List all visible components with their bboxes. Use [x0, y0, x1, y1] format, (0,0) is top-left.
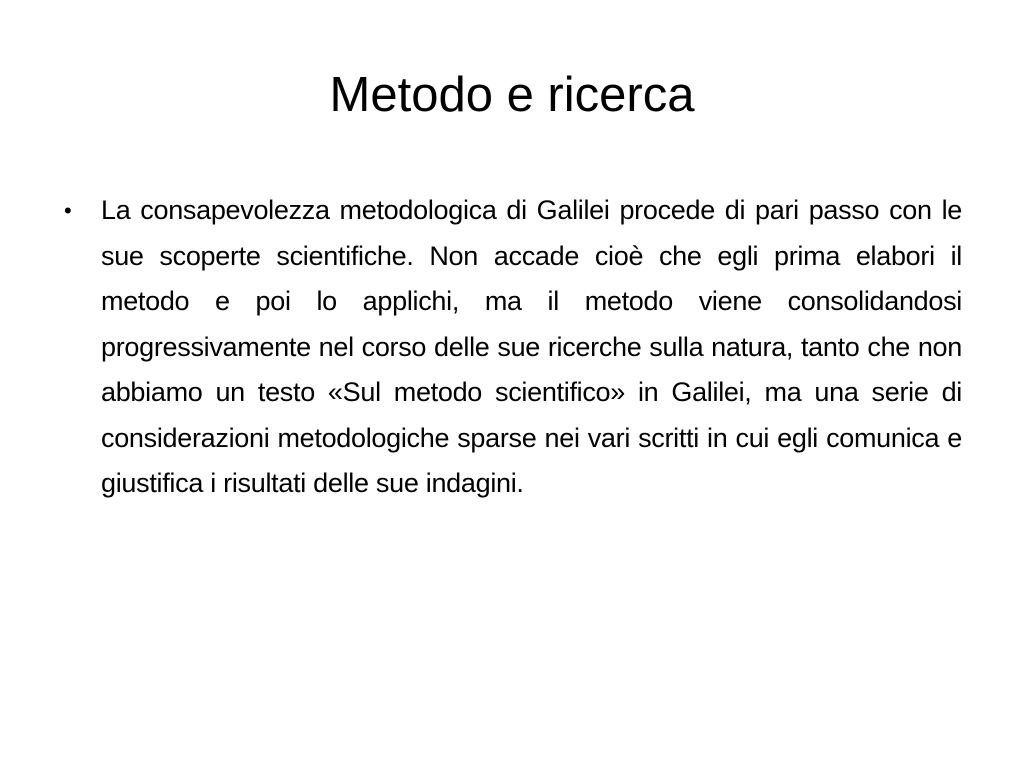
- bullet-item: [62, 188, 962, 507]
- bullet-marker-icon: •: [64, 198, 72, 223]
- bullet-list: [62, 188, 962, 507]
- slide-title: Metodo e ricerca: [329, 68, 695, 122]
- bullet-text: La consapevolezza metodologica di Galilei procede di pari passo con le sue scoperte scientifiche. Non accade cioè che egli prima elabori il metodo e poi lo applichi, ma il metodo viene consolidandosi progressivamente nel corso delle sue ricerche sulla natura, tanto che non abbiamo un testo «Sul metodo scientifico» in Galilei, ma una serie di considerazioni metodologiche sparse nei vari scritti in cui egli comunica e giustifica i risultati delle sue indagini.: [101, 195, 962, 498]
